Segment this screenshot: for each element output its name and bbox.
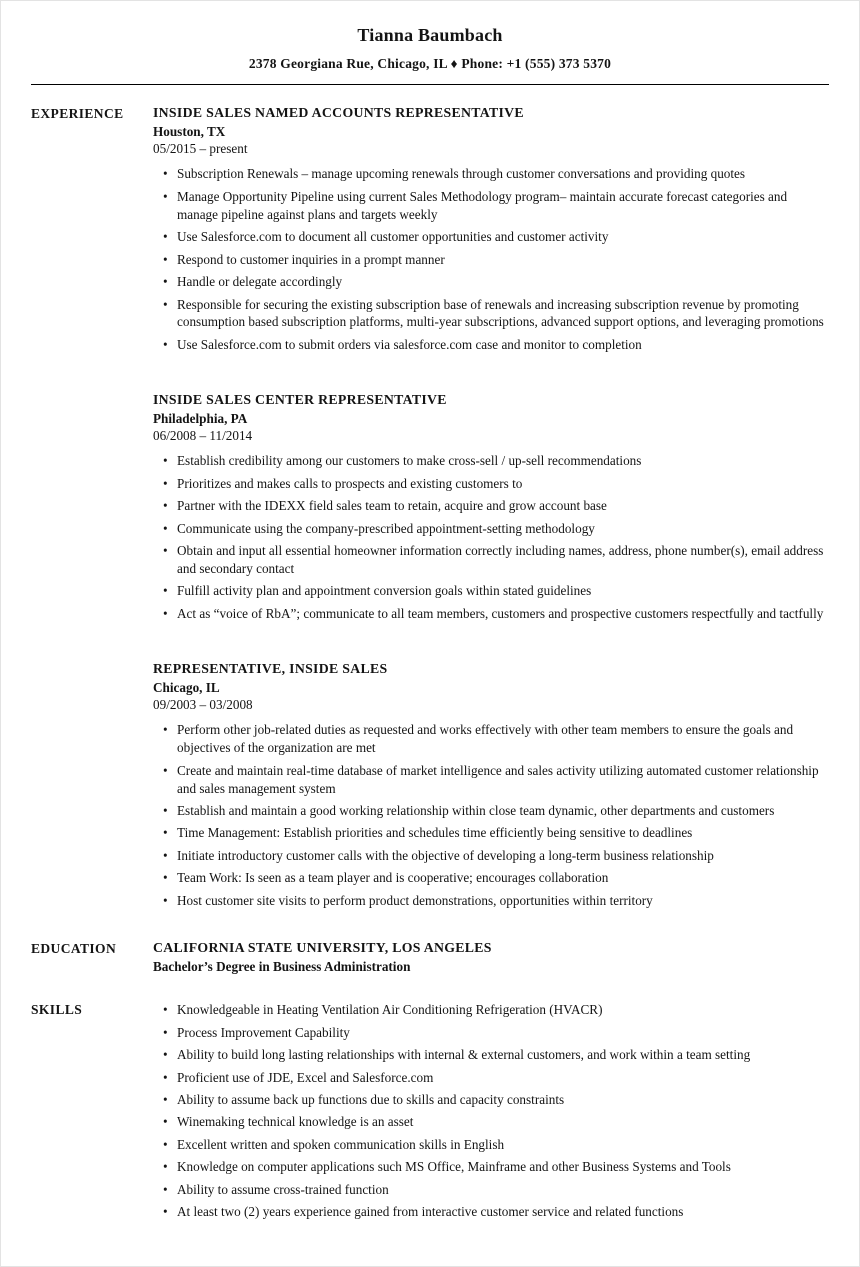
bullet-item: • Act as “voice of RbA”; communicate to all team members, customers and prospective customers respectfully and tactfully <box>163 605 829 623</box>
bullet-item: • At least two (2) years experience gained from interactive customer service and related functions <box>163 1203 829 1221</box>
bullet-item: • Ability to assume back up functions due to skills and capacity constraints <box>163 1091 829 1109</box>
bullet-item: • Host customer site visits to perform product demonstrations, opportunities within territory <box>163 892 829 910</box>
bullet-item: • Subscription Renewals – manage upcoming renewals through customer conversations and providing quotes <box>163 165 829 183</box>
bullet-item: • Initiate introductory customer calls with the objective of developing a long-term business relationship <box>163 847 829 865</box>
education-section-label: EDUCATION <box>31 941 117 957</box>
header-divider <box>31 84 829 85</box>
experience-content <box>153 105 829 914</box>
bullet-item: • Winemaking technical knowledge is an asset <box>163 1113 829 1131</box>
skills-content <box>153 1001 829 1226</box>
education-school: CALIFORNIA STATE UNIVERSITY, LOS ANGELES <box>153 940 492 956</box>
job-title: INSIDE SALES NAMED ACCOUNTS REPRESENTATIVE <box>153 105 524 120</box>
job-bullet-list <box>153 165 829 354</box>
job-entry <box>153 392 829 623</box>
experience-section <box>31 105 829 914</box>
resume-header <box>31 25 829 72</box>
bullet-item: • Create and maintain real-time database of market intelligence and sales activity utilizing automated customer relationship and sales management system <box>163 762 829 798</box>
education-content <box>153 940 829 975</box>
bullet-item: • Ability to build long lasting relationships with internal & external customers, and work within a team setting <box>163 1046 829 1064</box>
bullet-item: • Excellent written and spoken communication skills in English <box>163 1136 829 1154</box>
resume-body <box>31 105 829 1226</box>
job-location: Chicago, IL <box>153 679 220 695</box>
job-title: INSIDE SALES CENTER REPRESENTATIVE <box>153 391 447 407</box>
job-dates: 06/2008 – 11/2014 <box>153 428 253 444</box>
bullet-item: • Respond to customer inquiries in a prompt manner <box>163 251 829 269</box>
experience-section-label: EXPERIENCE <box>31 106 124 121</box>
job-bullet-list <box>153 721 829 910</box>
candidate-name: Tianna Baumbach <box>357 25 503 45</box>
job-dates: 05/2015 – present <box>153 141 248 157</box>
contact-line: 2378 Georgiana Rue, Chicago, IL ♦ Phone: +1 (555) 373 5370 <box>248 56 612 71</box>
job-location: Philadelphia, PA <box>153 410 248 426</box>
bullet-item: • Establish credibility among our customers to make cross-sell / up-sell recommendations <box>163 452 829 470</box>
bullet-item: • Prioritizes and makes calls to prospects and existing customers to <box>163 475 829 493</box>
bullet-item: • Knowledge on computer applications such MS Office, Mainframe and other Business Systems and Tools <box>163 1158 829 1176</box>
bullet-item: • Establish and maintain a good working relationship within close team dynamic, other departments and customers <box>163 802 829 820</box>
bullet-item: • Process Improvement Capability <box>163 1024 829 1042</box>
education-section <box>31 940 829 975</box>
bullet-item: • Manage Opportunity Pipeline using current Sales Methodology program– maintain accurate forecast categories and manage pipeline against plans and targets weekly <box>163 188 829 224</box>
bullet-item: • Perform other job-related duties as requested and works effectively with other team members to ensure the goals and objectives of the organization are met <box>163 721 829 757</box>
skills-section-label: SKILLS <box>31 1002 83 1018</box>
bullet-item: • Partner with the IDEXX field sales team to retain, acquire and grow account base <box>163 497 829 515</box>
bullet-item: • Proficient use of JDE, Excel and Salesforce.com <box>163 1069 829 1087</box>
bullet-item: • Use Salesforce.com to document all customer opportunities and customer activity <box>163 228 829 246</box>
bullet-item: • Time Management: Establish priorities and schedules time efficiently being sensitive to deadlines <box>163 824 829 842</box>
education-degree: Bachelor’s Degree in Business Administration <box>153 959 411 975</box>
bullet-item: • Responsible for securing the existing subscription base of renewals and increasing subscription revenue by promoting consumption based subscription platforms, multi-year subscriptions, advanced support options, and leveraging promotions <box>163 296 829 332</box>
bullet-item: • Handle or delegate accordingly <box>163 273 829 291</box>
skills-section <box>31 1001 829 1226</box>
job-location: Houston, TX <box>153 124 226 139</box>
skills-bullet-list <box>153 1001 829 1221</box>
job-bullet-list <box>153 452 829 623</box>
job-entry <box>153 661 829 910</box>
job-title: REPRESENTATIVE, INSIDE SALES <box>153 660 388 676</box>
bullet-item: • Fulfill activity plan and appointment conversion goals within stated guidelines <box>163 582 829 600</box>
job-entry <box>153 105 829 354</box>
bullet-item: • Communicate using the company-prescribed appointment-setting methodology <box>163 520 829 538</box>
bullet-item: • Use Salesforce.com to submit orders via salesforce.com case and monitor to completion <box>163 336 829 354</box>
job-dates: 09/2003 – 03/2008 <box>153 696 253 712</box>
bullet-item: • Team Work: Is seen as a team player and is cooperative; encourages collaboration <box>163 869 829 887</box>
bullet-item: • Knowledgeable in Heating Ventilation Air Conditioning Refrigeration (HVACR) <box>163 1001 829 1019</box>
bullet-item: • Ability to assume cross-trained function <box>163 1181 829 1199</box>
bullet-item: • Obtain and input all essential homeowner information correctly including names, address, phone number(s), email address and secondary contact <box>163 542 829 578</box>
